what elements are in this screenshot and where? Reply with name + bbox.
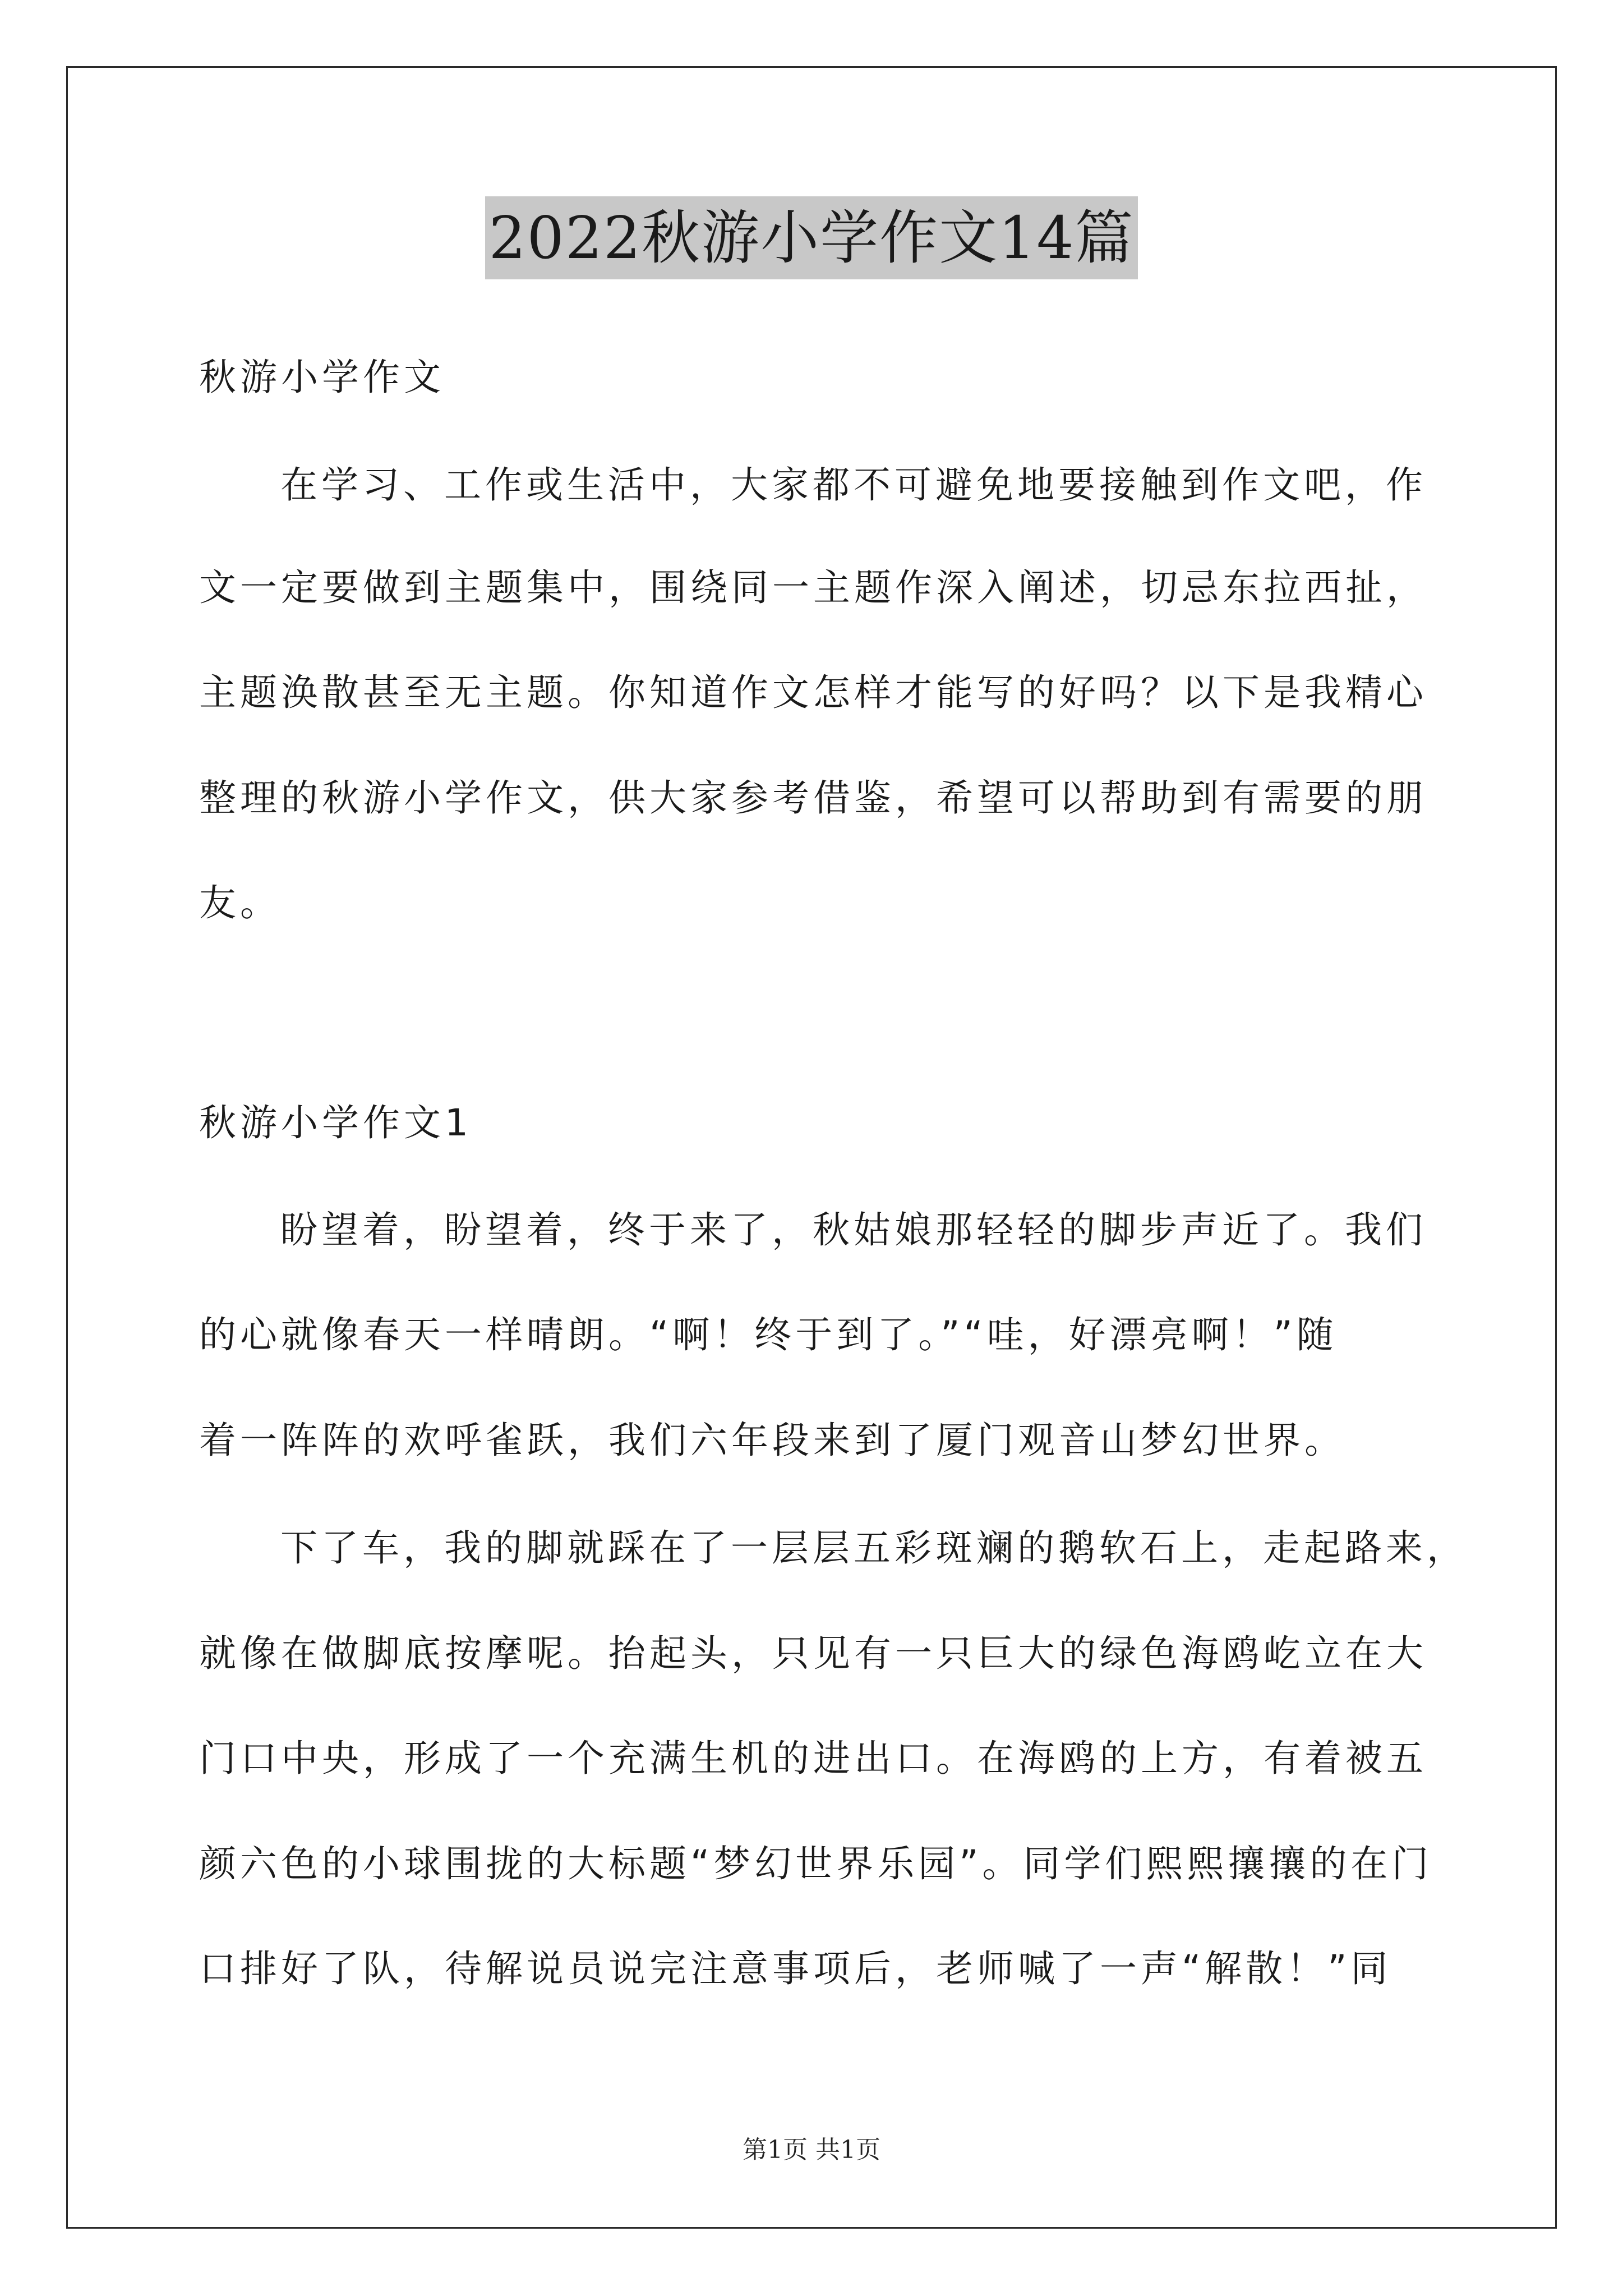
intro-line: 主题涣散甚至无主题。你知道作文怎样才能写的好吗？以下是我精心 xyxy=(199,671,1427,714)
section1-para1-line: 的心就像春天一样晴朗。“啊！终于到了。”“哇，好漂亮啊！”随 xyxy=(199,1313,1338,1356)
title-container xyxy=(0,196,1623,279)
section1-para2-line: 口排好了队，待解说员说完注意事项后，老师喊了一声“解散！”同 xyxy=(199,1947,1392,1990)
section1-para1-line: 着一阵阵的欢呼雀跃，我们六年段来到了厦门观音山梦幻世界。 xyxy=(199,1419,1345,1462)
section1-para1-line: 盼望着，盼望着，终于来了，秋姑娘那轻轻的脚步声近了。我们 xyxy=(280,1208,1427,1251)
section1-para2-line: 颜六色的小球围拢的大标题“梦幻世界乐园”。同学们熙熙攘攘的在门 xyxy=(199,1842,1433,1885)
document-title: 2022秋游小学作文14篇 xyxy=(485,196,1137,279)
section1-para2-line: 门口中央，形成了一个充满生机的进出口。在海鸥的上方，有着被五 xyxy=(199,1737,1427,1780)
intro-heading: 秋游小学作文 xyxy=(199,356,445,399)
intro-line: 整理的秋游小学作文，供大家参考借鉴，希望可以帮助到有需要的朋 xyxy=(199,776,1427,820)
section1-para2-line: 就像在做脚底按摩呢。抬起头，只见有一只巨大的绿色海鸥屹立在大 xyxy=(199,1632,1427,1675)
section1-para2-line: 下了车，我的脚就踩在了一层层五彩斑斓的鹅软石上，走起路来， xyxy=(280,1526,1468,1570)
intro-line: 文一定要做到主题集中，围绕同一主题作深入阐述，切忌东拉西扯， xyxy=(199,566,1427,609)
page-footer: 第1页 共1页 xyxy=(743,2136,880,2164)
intro-line: 在学习、工作或生活中，大家都不可避免地要接触到作文吧，作 xyxy=(280,463,1427,507)
section1-heading: 秋游小学作文1 xyxy=(199,1101,472,1144)
intro-line: 友。 xyxy=(199,881,281,924)
